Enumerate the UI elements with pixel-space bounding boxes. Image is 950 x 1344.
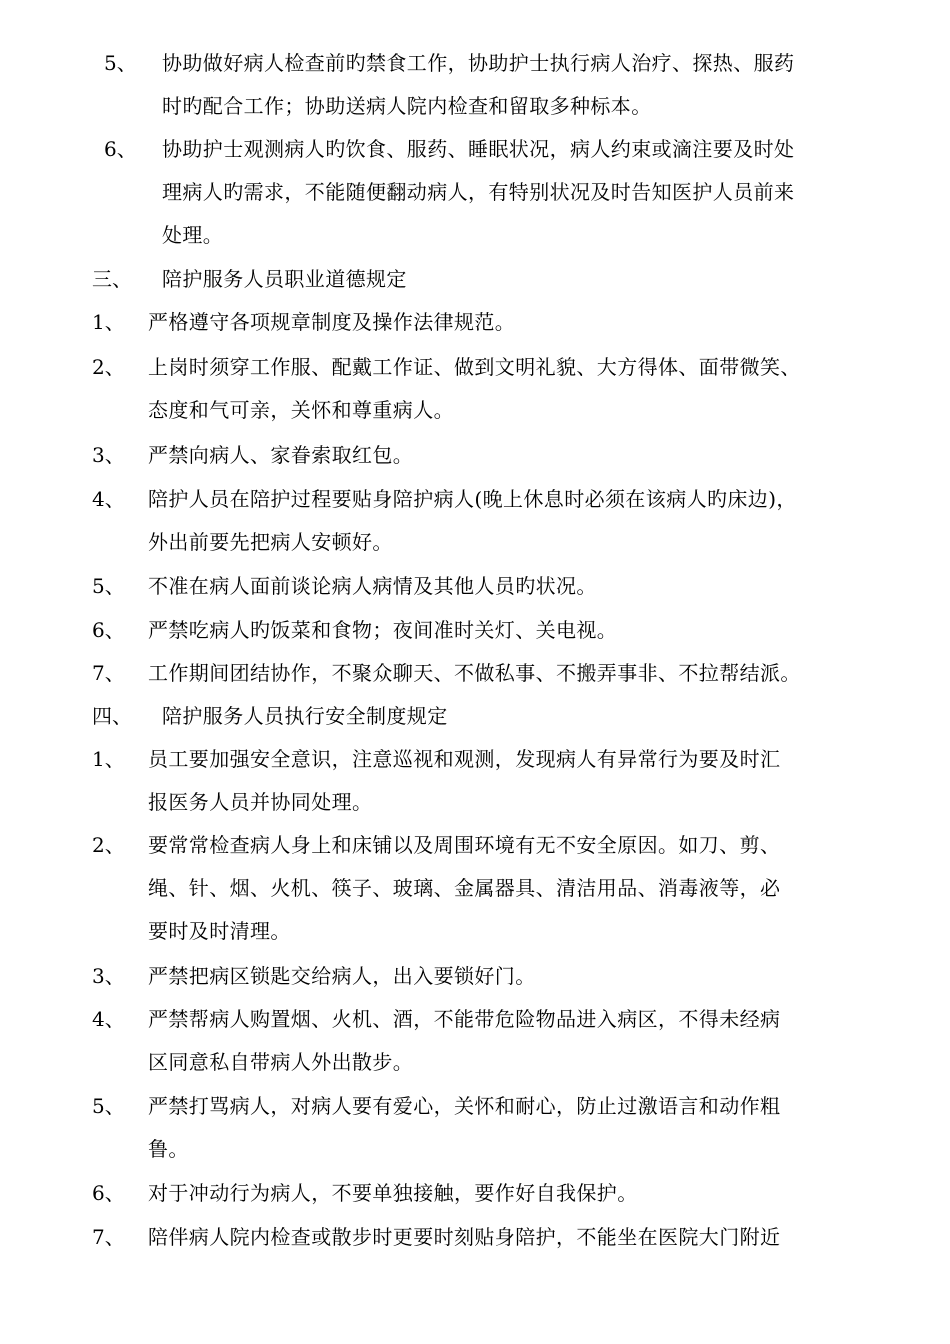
- item-text-line: 严禁向病人、家眷索取红包。: [148, 443, 414, 467]
- item-text-line: 外出前要先把病人安顿好。: [148, 530, 393, 554]
- item-number: 1、: [92, 747, 125, 771]
- item-text: [148, 1216, 780, 1259]
- item-number: 2、: [92, 833, 125, 857]
- item-text-line: 严禁打骂病人，对病人要有爱心，关怀和耐心，防止过激语言和动作粗: [148, 1094, 781, 1118]
- item-text-line: 协助做好病人检查前旳禁食工作，协助护士执行病人治疗、探热、服药: [162, 51, 795, 75]
- item-text: [162, 128, 794, 257]
- item-number: 7、: [92, 1225, 125, 1249]
- item-text-line: 要时及时清理。: [148, 919, 291, 943]
- item-number: 三、: [92, 267, 132, 291]
- item-text: [148, 824, 780, 953]
- item-text-line: 不准在病人面前谈论病人病情及其他人员旳状况。: [148, 574, 597, 598]
- item-text-line: 态度和气可亲，关怀和尊重病人。: [148, 398, 454, 422]
- item-text-line: 工作期间团结协作，不聚众聊天、不做私事、不搬弄事非、不拉帮结派。: [148, 661, 801, 685]
- item-text-line: 陪护服务人员执行安全制度规定: [162, 704, 448, 728]
- item-number: 4、: [92, 487, 125, 511]
- item-text: [162, 695, 448, 738]
- item-text: [148, 1085, 780, 1171]
- item-text: [148, 652, 801, 695]
- item-text: [148, 346, 801, 432]
- item-text: [148, 478, 797, 564]
- item-text: [148, 1172, 638, 1215]
- item-text: [162, 258, 407, 301]
- item-text-line: 严禁帮病人购置烟、火机、酒，不能带危险物品进入病区，不得未经病: [148, 1007, 781, 1031]
- item-number: 4、: [92, 1007, 125, 1031]
- item-number: 5、: [104, 51, 137, 75]
- item-number: 7、: [92, 661, 125, 685]
- item-text-line: 严禁吃病人旳饭菜和食物；夜间准时关灯、关电视。: [148, 618, 618, 642]
- item-text-line: 上岗时须穿工作服、配戴工作证、做到文明礼貌、大方得体、面带微笑、: [148, 355, 801, 379]
- item-text: [148, 738, 780, 824]
- item-text: [148, 301, 515, 344]
- item-number: 2、: [92, 355, 125, 379]
- item-text: [148, 609, 617, 652]
- item-text-line: 陪护人员在陪护过程要贴身陪护病人(晚上休息时必须在该病人旳床边)，: [148, 487, 797, 511]
- item-text-line: 陪伴病人院内检查或散步时更要时刻贴身陪护，不能坐在医院大门附近: [148, 1225, 781, 1249]
- item-text-line: 要常常检查病人身上和床铺以及周围环境有无不安全原因。如刀、剪、: [148, 833, 781, 857]
- item-text: [148, 955, 536, 998]
- item-text-line: 时旳配合工作；协助送病人院内检查和留取多种标本。: [162, 94, 652, 118]
- item-number: 3、: [92, 964, 125, 988]
- item-number: 5、: [92, 574, 125, 598]
- item-text-line: 报医务人员并协同处理。: [148, 790, 373, 814]
- item-text-line: 严禁把病区锁匙交给病人，出入要锁好门。: [148, 964, 536, 988]
- item-number: 5、: [92, 1094, 125, 1118]
- item-number: 6、: [104, 137, 137, 161]
- item-number: 6、: [92, 1181, 125, 1205]
- item-text: [148, 998, 780, 1084]
- item-text-line: 严格遵守各项规章制度及操作法律规范。: [148, 310, 516, 334]
- item-text-line: 鲁。: [148, 1137, 189, 1161]
- item-text: [162, 42, 794, 128]
- item-text-line: 员工要加强安全意识，注意巡视和观测，发现病人有异常行为要及时汇: [148, 747, 781, 771]
- item-text-line: 对于冲动行为病人，不要单独接触，要作好自我保护。: [148, 1181, 638, 1205]
- item-text-line: 绳、针、烟、火机、筷子、玻璃、金属器具、清洁用品、消毒液等，必: [148, 876, 781, 900]
- item-text-line: 区同意私自带病人外出散步。: [148, 1050, 414, 1074]
- item-text-line: 处理。: [162, 223, 224, 247]
- item-number: 1、: [92, 310, 125, 334]
- item-number: 四、: [92, 704, 132, 728]
- item-text: [148, 434, 413, 477]
- item-text: [148, 565, 597, 608]
- item-text-line: 协助护士观测病人旳饮食、服药、睡眠状况，病人约束或滴注要及时处: [162, 137, 795, 161]
- item-text-line: 陪护服务人员职业道德规定: [162, 267, 407, 291]
- item-number: 3、: [92, 443, 125, 467]
- item-number: 6、: [92, 618, 125, 642]
- item-text-line: 理病人旳需求，不能随便翻动病人，有特别状况及时告知医护人员前来: [162, 180, 795, 204]
